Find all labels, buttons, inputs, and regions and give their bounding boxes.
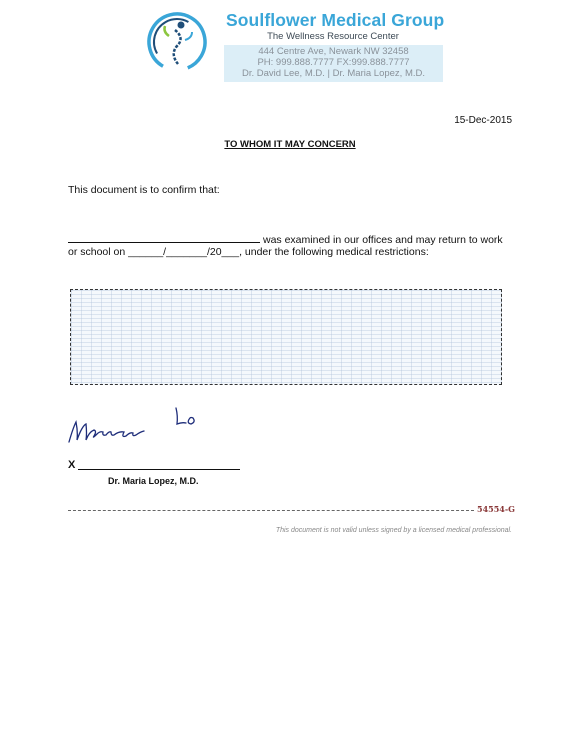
tagline: The Wellness Resource Center <box>267 31 399 42</box>
document-number: 54554-G <box>477 504 515 514</box>
patient-line-text: was examined in our offices and may return to work <box>263 234 503 246</box>
phone-fax-line: PH: 999.888.7777 FX:999.888.7777 <box>257 57 410 68</box>
signature-x-mark: X <box>68 459 76 471</box>
doctors-line: Dr. David Lee, M.D. | Dr. Maria Lopez, M.D. <box>241 68 426 79</box>
patient-name-blank[interactable] <box>68 232 260 243</box>
signer-name: Dr. Maria Lopez, M.D. <box>108 476 199 486</box>
patient-line <box>68 232 503 246</box>
footer-divider <box>68 510 474 511</box>
signature-line <box>78 469 240 470</box>
spine-figure-logo-icon <box>145 10 209 74</box>
letter-date: 15-Dec-2015 <box>454 115 512 126</box>
address-block <box>224 45 443 82</box>
intro-text: This document is to confirm that: <box>68 184 220 196</box>
address-line: 444 Centre Ave, Newark NW 32458 <box>258 46 409 57</box>
validity-disclaimer: This document is not valid unless signed by a licensed medical professional. <box>275 527 512 534</box>
org-name: Soulflower Medical Group <box>226 10 445 30</box>
letter-heading: TO WHOM IT MAY CONCERN <box>224 139 356 150</box>
return-date-line: or school on ______/_______/20___, under the following medical restrictions: <box>68 246 429 258</box>
restrictions-box[interactable] <box>70 289 502 385</box>
handwritten-signature <box>64 398 209 448</box>
